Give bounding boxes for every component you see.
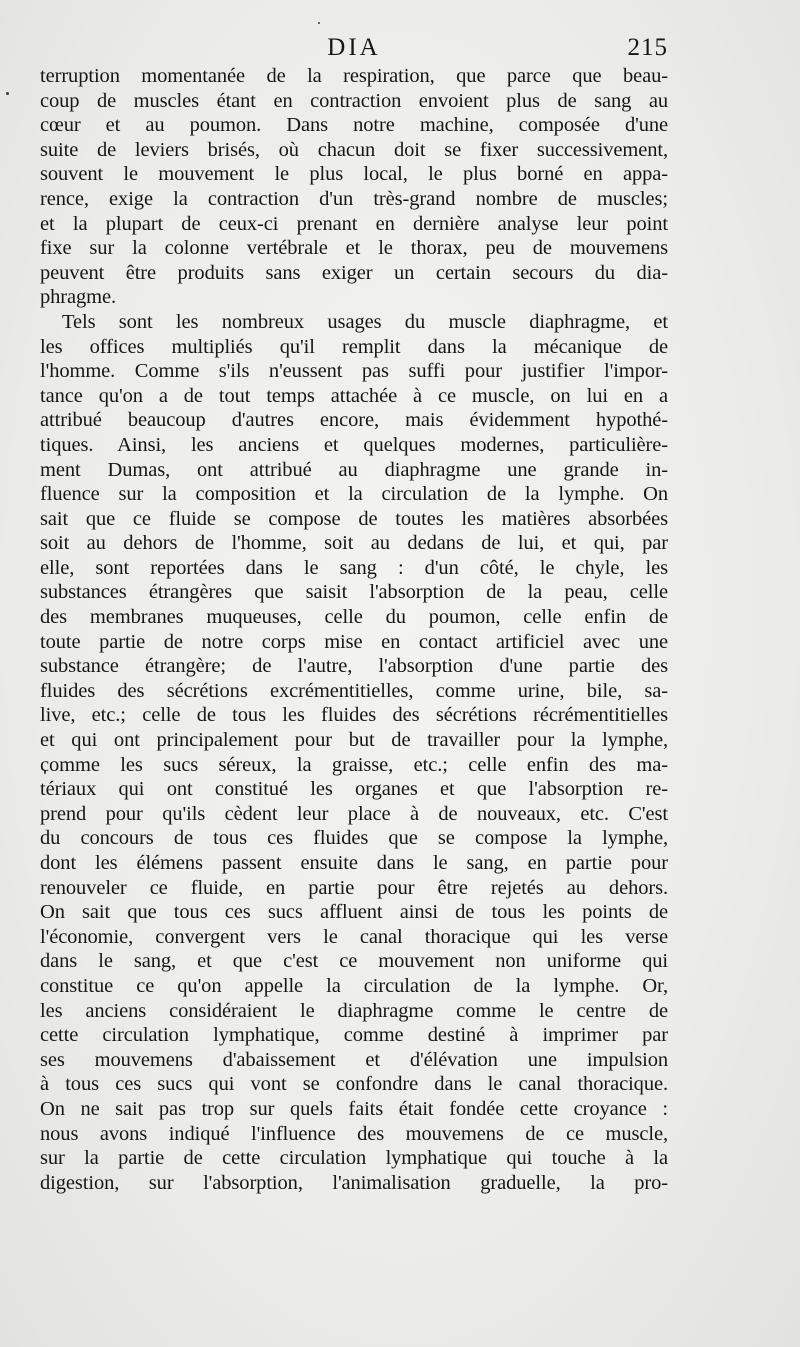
text-line: substance étrangère; de l'autre, l'absorption d'une partie des — [40, 655, 668, 678]
text-line: sait que ce fluide se compose de toutes les matières absorbées — [40, 507, 668, 530]
text-line: ment Dumas, ont attribué au diaphragme une grande in- — [40, 458, 668, 481]
ink-speck — [318, 22, 320, 24]
text-line: souvent le mouvement le plus local, le plus borné en appa- — [40, 163, 668, 186]
text-line: renouveler ce fluide, en partie pour être rejetés au dehors. — [40, 876, 668, 899]
text-line: constitue ce qu'on appelle la circulation de la lymphe. Or, — [40, 974, 668, 997]
text-line: digestion, sur l'absorption, l'animalisation graduelle, la pro- — [40, 1171, 668, 1194]
text-line: live, etc.; celle de tous les fluides des sécrétions récrémentitielles — [40, 704, 668, 727]
text-line: prend pour qu'ils cèdent leur place à de nouveaux, etc. C'est — [40, 802, 668, 825]
text-line: dont les élémens passent ensuite dans le sang, en partie pour — [40, 852, 668, 874]
text-line: On ne sait pas trop sur quels faits était fondée cette croyance : — [40, 1097, 668, 1120]
text-line: des membranes muqueuses, celle du poumon, celle enfin de — [40, 606, 668, 629]
text-line: tériaux qui ont constitué les organes et que l'absorption re- — [40, 778, 668, 801]
text-line: l'économie, convergent vers le canal thoracique qui les verse — [40, 925, 668, 948]
text-line: du concours de tous ces fluides que se compose la lymphe, — [40, 827, 668, 850]
text-line: les anciens considéraient le diaphragme comme le centre de — [40, 999, 668, 1022]
text-line: peuvent être produits sans exiger un certain secours du dia- — [40, 261, 668, 284]
text-line: fluides des sécrétions excrémentitielles, comme urine, bile, sa- — [40, 679, 668, 702]
running-head-title: DIA — [327, 34, 381, 61]
text-line: l'homme. Comme s'ils n'eussent pas suffi pour justifier l'impor- — [40, 360, 668, 383]
text-line: attribué beaucoup d'autres encore, mais évidemment hypothé- — [40, 409, 668, 432]
text-line: ses mouvemens d'abaissement et d'élévation une impulsion — [40, 1048, 668, 1071]
text-line: les offices multipliés qu'il remplit dans la mécanique de — [40, 335, 668, 358]
text-line: soit au dehors de l'homme, soit au dedans de lui, et qui, par — [40, 532, 668, 555]
text-line: cette circulation lymphatique, comme destiné à imprimer par — [40, 1024, 668, 1047]
page-number: 215 — [627, 34, 668, 61]
text-line: terruption momentanée de la respiration, que parce que beau- — [40, 65, 668, 87]
text-line: coup de muscles étant en contraction envoient plus de sang au — [40, 89, 668, 112]
text-line: tiques. Ainsi, les anciens et quelques modernes, particulière- — [40, 433, 668, 456]
running-head — [40, 30, 668, 62]
text-line: suite de leviers brisés, où chacun doit se fixer successivement, — [40, 138, 668, 161]
ink-speck — [6, 92, 9, 95]
text-line: dans le sang, et que c'est ce mouvement non uniforme qui — [40, 950, 668, 973]
text-line: elle, sont reportées dans le sang : d'un côté, le chyle, les — [40, 556, 668, 579]
paragraph — [40, 310, 668, 1195]
text-line: cœur et au poumon. Dans notre machine, composée d'une — [40, 114, 668, 137]
paragraph — [40, 64, 668, 310]
text-line: et la plupart de ceux-ci prenant en dernière analyse leur point — [40, 212, 668, 235]
text-line: substances étrangères que saisit l'absorption de la peau, celle — [40, 581, 668, 604]
text-line: On sait que tous ces sucs affluent ainsi de tous les points de — [40, 901, 668, 924]
text-line: tance qu'on a de tout temps attachée à ce muscle, on lui en a — [40, 384, 668, 407]
text-line: fluence sur la composition et la circulation de la lymphe. On — [40, 483, 668, 506]
text-line: toute partie de notre corps mise en contact artificiel avec une — [40, 630, 668, 653]
body-text — [40, 64, 668, 1195]
text-line: phragme. — [40, 286, 117, 309]
text-line: nous avons indiqué l'influence des mouvemens de ce muscle, — [40, 1122, 668, 1145]
text-line: comme les sucs séreux, la graisse, etc.; celle enfin des ma- — [40, 753, 668, 776]
text-line: à tous ces sucs qui vont se confondre dans le canal thoracique. — [40, 1073, 668, 1096]
text-line: rence, exige la contraction d'un très-grand nombre de muscles; — [40, 187, 668, 210]
text-line: Tels sont les nombreux usages du muscle diaphragme, et — [62, 310, 668, 333]
text-line: fixe sur la colonne vertébrale et le thorax, peu de mouvemens — [40, 237, 668, 260]
text-line: et qui ont principalement pour but de travailler pour la lymphe, — [40, 729, 668, 752]
text-line: sur la partie de cette circulation lymphatique qui touche à la — [40, 1147, 668, 1170]
